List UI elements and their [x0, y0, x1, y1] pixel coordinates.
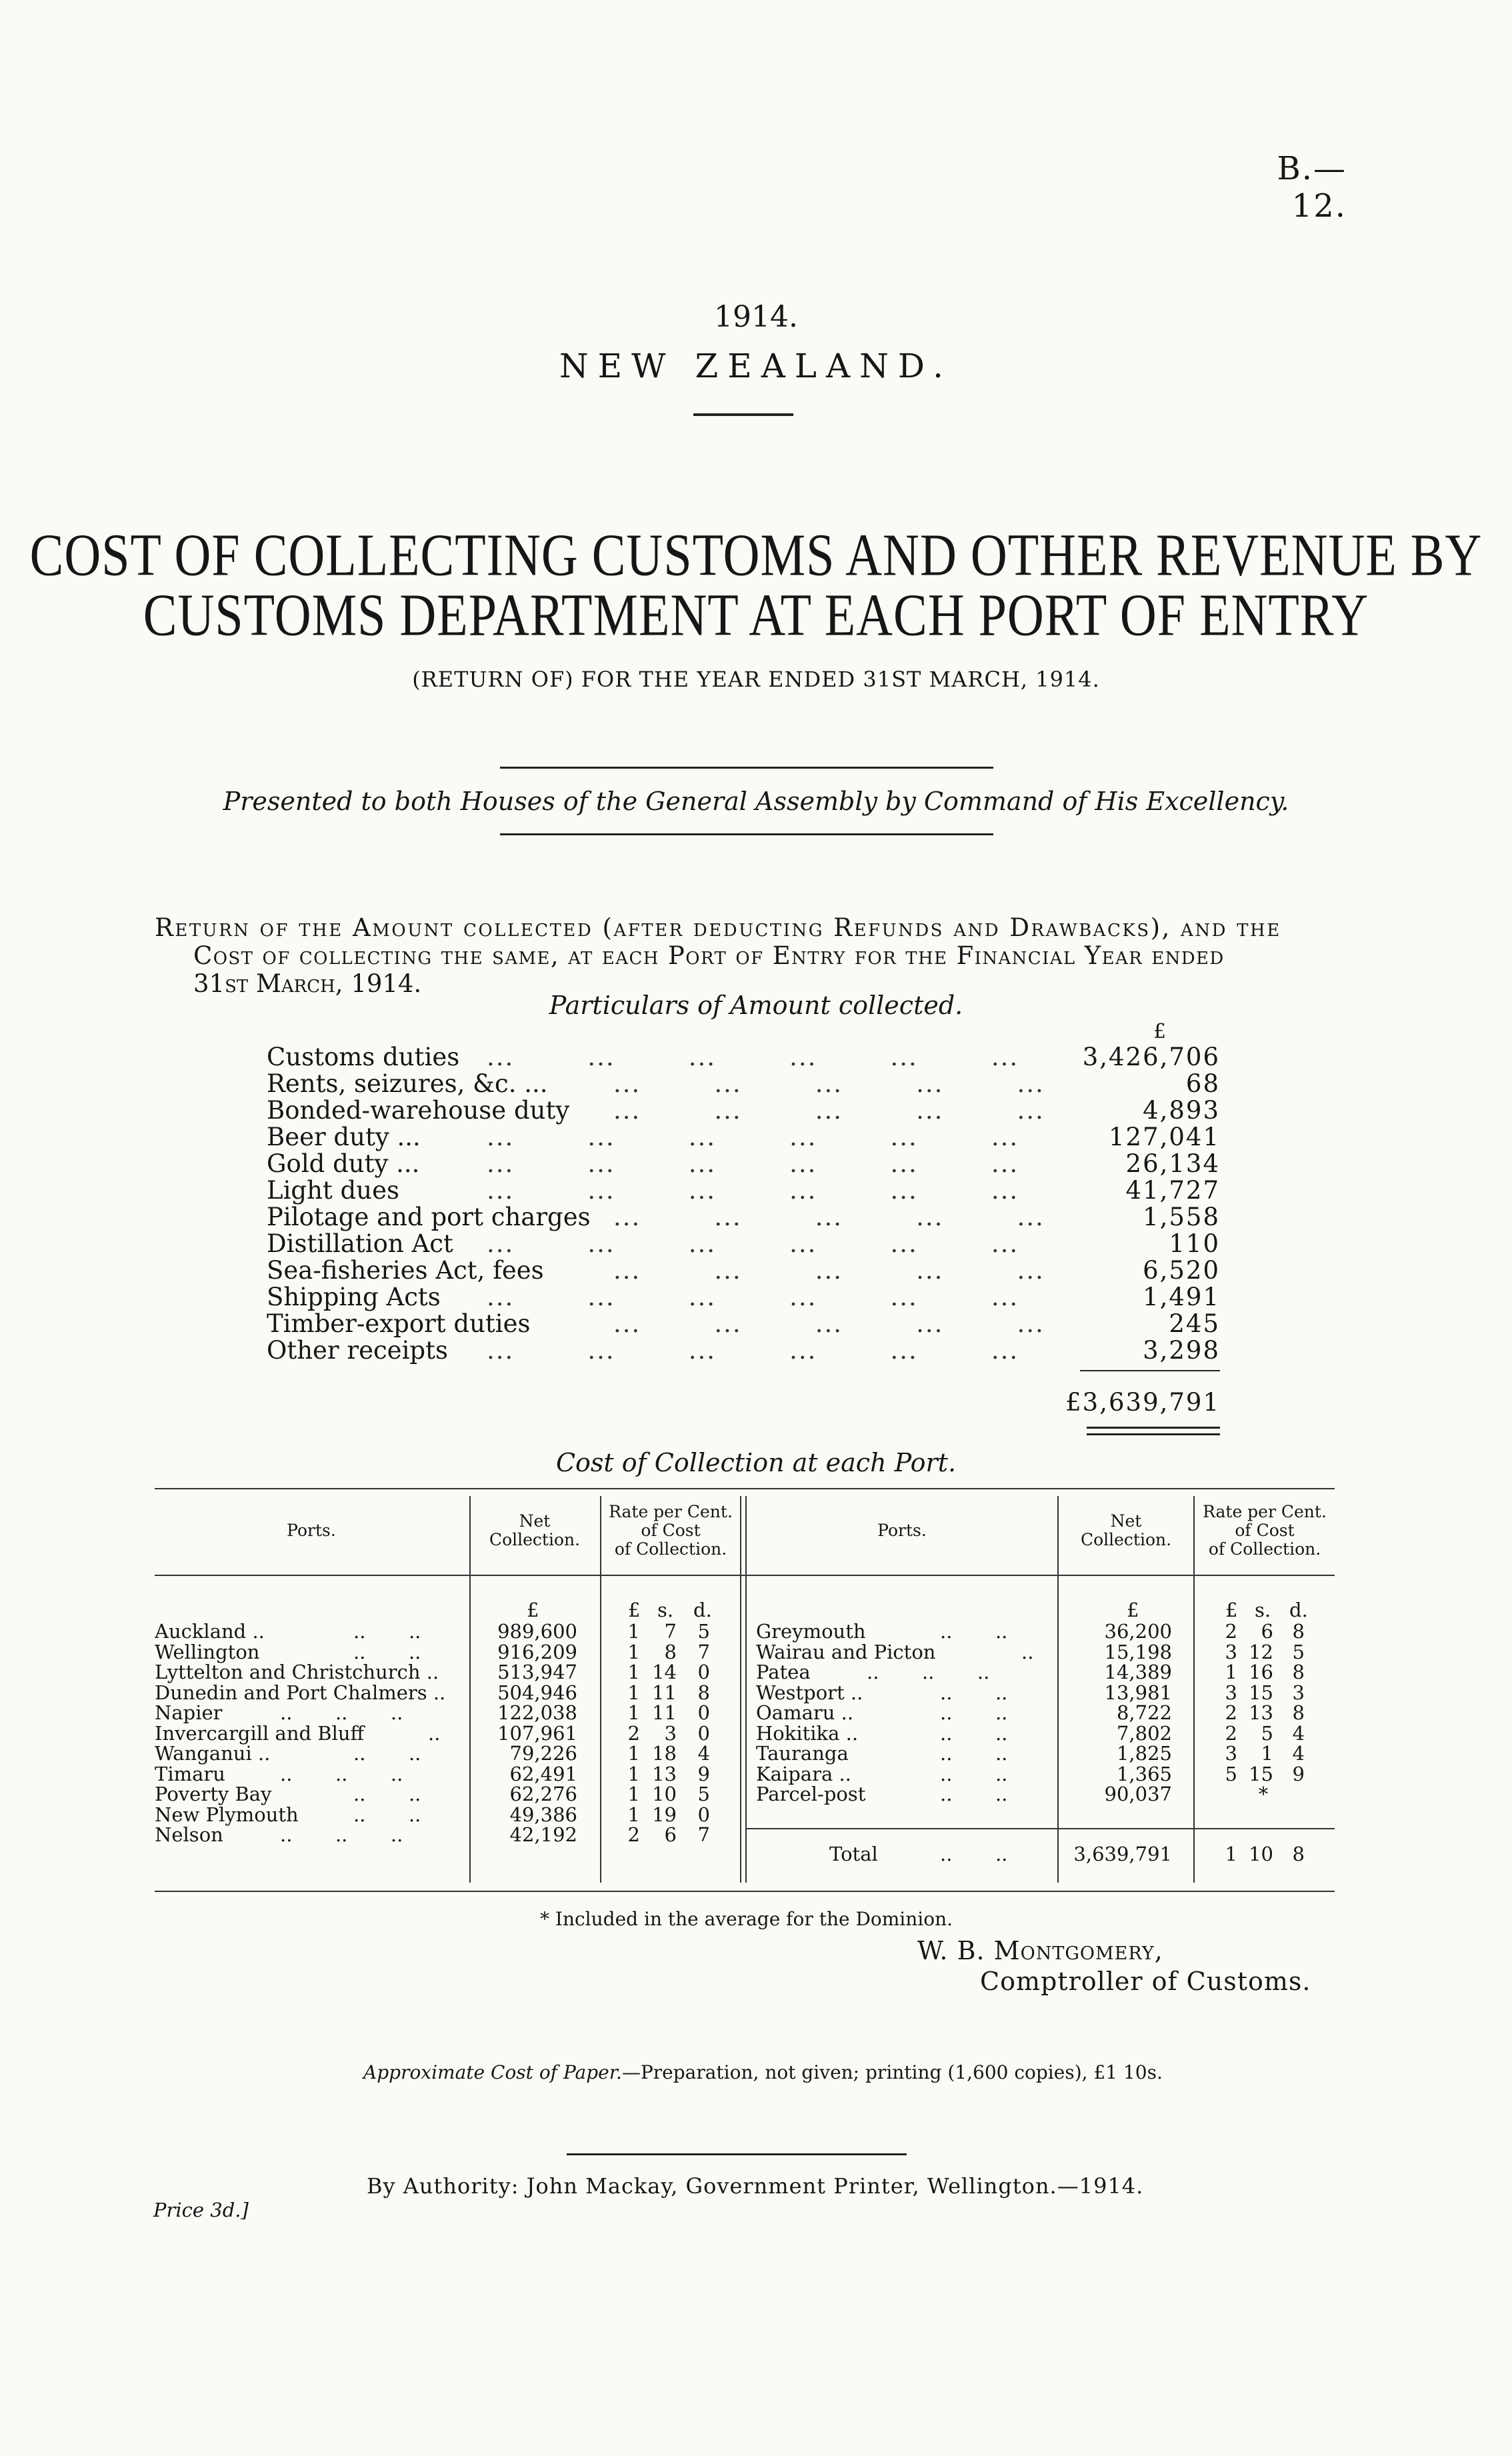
item-value: 3,426,706 — [1082, 1043, 1220, 1071]
port-name: Lyttelton and Christchurch .. — [155, 1661, 439, 1683]
row-leaders: .. .. .. — [280, 1701, 403, 1724]
list-item — [267, 1337, 1220, 1364]
rate-pounds: 1 — [1225, 1661, 1237, 1683]
rate-shillings: 11 — [652, 1701, 677, 1724]
unit-pound: £ — [1225, 1599, 1238, 1621]
signature-title: Comptroller of Customs. — [980, 1967, 1311, 1996]
total-net: 3,639,791 — [1073, 1843, 1172, 1865]
item-value: 4,893 — [1143, 1096, 1220, 1125]
list-item — [267, 1257, 1220, 1284]
row-leaders: .. .. .. — [867, 1661, 990, 1683]
cost-heading: Cost of Collection at each Port. — [555, 1448, 957, 1477]
rate-pounds: 1 — [627, 1681, 640, 1704]
net-collection: 49,386 — [509, 1803, 577, 1826]
leader-dots: ... ... ... ... ... ... — [487, 1124, 1019, 1151]
header-rate-line: of Collection. — [1208, 1539, 1321, 1559]
port-name: New Plymouth — [155, 1803, 299, 1826]
price: Price 3d.] — [153, 2199, 249, 2221]
rate-shillings: 15 — [1249, 1681, 1273, 1704]
document-year: 1914. — [714, 300, 798, 334]
rate-shillings: 13 — [1249, 1701, 1273, 1724]
item-label: Sea-fisheries Act, fees — [267, 1256, 544, 1285]
list-item — [267, 1284, 1220, 1311]
net-collection: 15,198 — [1104, 1640, 1172, 1663]
rate-shillings: 11 — [652, 1681, 677, 1704]
row-leaders: .. .. — [940, 1843, 1008, 1865]
header-ports: Ports. — [877, 1521, 927, 1540]
net-collection: 916,209 — [497, 1640, 577, 1663]
rate-pounds: 1 — [627, 1762, 640, 1785]
rate-shillings: 12 — [1249, 1640, 1273, 1663]
port-name: Nelson — [155, 1823, 223, 1846]
leader-dots: ... ... ... ... ... ... — [487, 1337, 1019, 1364]
rate-pence: 5 — [1292, 1640, 1305, 1663]
item-value: 3,298 — [1143, 1336, 1220, 1365]
rate-shillings: 8 — [664, 1640, 677, 1663]
rate-pence: 7 — [697, 1823, 710, 1846]
leader-dots: ... ... ... ... ... — [613, 1097, 1045, 1124]
net-collection: 989,600 — [497, 1620, 577, 1643]
total-label: Total — [829, 1843, 878, 1865]
rate-pounds: 3 — [1225, 1742, 1237, 1765]
rate-shillings: 18 — [652, 1742, 677, 1765]
item-value: 6,520 — [1143, 1256, 1220, 1285]
port-name: Patea — [756, 1661, 811, 1683]
presented-rule — [500, 833, 993, 835]
port-name: Wairau and Picton — [756, 1640, 936, 1663]
net-collection: 504,946 — [497, 1681, 577, 1704]
column-divider — [1057, 1496, 1059, 1883]
header-rate-per-cent — [1195, 1503, 1335, 1559]
total-double-rule-bottom — [1087, 1433, 1220, 1435]
rate-pounds: 2 — [1225, 1721, 1237, 1745]
net-collection: 513,947 — [497, 1661, 577, 1683]
header-rule — [693, 413, 793, 416]
net-collection: 1,365 — [1116, 1762, 1172, 1785]
column-divider-double — [740, 1496, 741, 1883]
title-line-1: COST OF COLLECTING CUSTOMS AND OTHER REVENUE BY — [29, 522, 1483, 589]
rate-shillings: 14 — [652, 1661, 677, 1683]
rate-pounds: 2 — [1225, 1701, 1237, 1724]
net-collection: 13,981 — [1104, 1681, 1172, 1704]
row-leaders: .. .. .. — [280, 1762, 403, 1785]
item-value: 127,041 — [1108, 1123, 1220, 1151]
list-item — [267, 1097, 1220, 1124]
leader-dots: ... ... ... ... ... ... — [487, 1284, 1019, 1311]
subtitle: (RETURN OF) FOR THE YEAR ENDED 31ST MARCH, 1914. — [412, 667, 1100, 692]
total-rate-pounds: 1 — [1225, 1843, 1237, 1865]
rate-pounds: 1 — [627, 1661, 640, 1683]
leader-dots: ... ... ... ... ... — [613, 1311, 1045, 1337]
rate-footnote-marker: * — [1258, 1783, 1269, 1805]
header-net-line: Net — [519, 1511, 551, 1531]
row-leaders: .. .. — [940, 1721, 1008, 1745]
particulars-heading: Particulars of Amount collected. — [549, 991, 963, 1020]
rate-pounds: 3 — [1225, 1681, 1237, 1704]
row-leaders: .. .. — [353, 1742, 421, 1765]
leader-dots: ... ... ... ... ... ... — [487, 1044, 1019, 1071]
net-collection: 62,491 — [509, 1762, 577, 1785]
list-item — [267, 1311, 1220, 1337]
list-item — [267, 1124, 1220, 1151]
rate-shillings: 16 — [1249, 1661, 1273, 1683]
table-top-rule — [155, 1488, 1335, 1489]
row-leaders: .. .. — [353, 1783, 421, 1805]
list-item — [267, 1071, 1220, 1097]
list-item — [267, 1231, 1220, 1257]
rate-pence: 3 — [1292, 1681, 1305, 1704]
rate-shillings: 10 — [652, 1783, 677, 1805]
port-name: Wanganui .. — [155, 1742, 271, 1765]
table-header-rule — [155, 1575, 1335, 1576]
rate-shillings: 7 — [664, 1620, 677, 1643]
row-leaders: .. .. — [940, 1681, 1008, 1704]
return-heading-line-1: Return of the Amount collected (after deducting Refunds and Drawbacks), and the — [155, 913, 1281, 942]
net-collection: 8,722 — [1116, 1701, 1172, 1724]
header-net-line: Collection. — [1080, 1530, 1172, 1549]
item-label: Customs duties — [267, 1043, 460, 1071]
item-value: 1,491 — [1143, 1283, 1220, 1311]
rate-pence: 9 — [697, 1762, 710, 1785]
header-rate-line: of Cost — [1235, 1521, 1295, 1540]
item-value: 26,134 — [1125, 1149, 1220, 1178]
paper-cost-label: Approximate Cost of Paper. — [363, 2061, 622, 2083]
return-heading-line-2: Cost of collecting the same, at each Port of Entry for the Financial Year ended — [193, 941, 1225, 970]
rate-pence: 8 — [697, 1681, 710, 1704]
rate-shillings: 1 — [1261, 1742, 1273, 1765]
rate-pence: 4 — [697, 1742, 710, 1765]
unit-pence: d. — [1289, 1599, 1308, 1621]
rate-pounds: 2 — [627, 1721, 640, 1745]
column-divider-double — [745, 1496, 747, 1883]
rate-pounds: 1 — [627, 1742, 640, 1765]
title-line-2: CUSTOMS DEPARTMENT AT EACH PORT OF ENTRY — [143, 582, 1369, 649]
total-rule — [747, 1828, 1335, 1829]
row-leaders: .. .. — [940, 1620, 1008, 1643]
net-collection: 62,276 — [509, 1783, 577, 1805]
rate-pounds: 1 — [627, 1803, 640, 1826]
leader-dots: ... ... ... ... ... — [613, 1071, 1045, 1097]
net-collection: 36,200 — [1104, 1620, 1172, 1643]
rate-pounds: 2 — [627, 1823, 640, 1846]
header-net-collection — [471, 1512, 599, 1549]
unit-pound: £ — [628, 1599, 641, 1621]
leader-dots: ... ... ... ... ... ... — [487, 1151, 1019, 1177]
rate-pence: 4 — [1292, 1742, 1305, 1765]
item-label: Other receipts — [267, 1336, 448, 1365]
rate-pounds: 1 — [627, 1783, 640, 1805]
row-leaders: .. .. — [940, 1762, 1008, 1785]
rate-pence: 5 — [697, 1620, 710, 1643]
signature-name: W. B. Montgomery, — [917, 1936, 1163, 1965]
country-heading: NEW ZEALAND. — [559, 347, 953, 385]
net-collection: 90,037 — [1104, 1783, 1172, 1805]
list-item — [267, 1151, 1220, 1177]
leader-dots: ... ... ... ... ... ... — [487, 1231, 1019, 1257]
header-rate-line: of Collection. — [614, 1539, 727, 1559]
port-name: Dunedin and Port Chalmers .. — [155, 1681, 446, 1704]
leader-dots: ... ... ... ... ... — [613, 1257, 1045, 1284]
row-leaders: .. .. — [353, 1803, 421, 1826]
port-name: Tauranga — [756, 1742, 849, 1765]
rate-shillings: 5 — [1261, 1721, 1273, 1745]
port-name: Invercargill and Bluff — [155, 1721, 365, 1745]
port-name: Napier — [155, 1701, 223, 1724]
unit-pound: £ — [1127, 1599, 1139, 1621]
port-name: Kaipara .. — [756, 1762, 851, 1785]
title-rule — [500, 767, 993, 769]
rate-shillings: 6 — [664, 1823, 677, 1846]
rate-pence: 8 — [1292, 1701, 1305, 1724]
row-leaders: .. .. — [353, 1640, 421, 1663]
item-label: Timber-export duties — [267, 1309, 531, 1338]
rate-pence: 0 — [697, 1803, 710, 1826]
header-rate-line: Rate per Cent. — [609, 1502, 733, 1521]
row-leaders: .. .. .. — [280, 1823, 403, 1846]
header-net-line: Collection. — [489, 1530, 581, 1549]
net-collection: 107,961 — [497, 1721, 577, 1745]
rate-pence: 0 — [697, 1721, 710, 1745]
authority-line: By Authority: John Mackay, Government Printer, Wellington.—1914. — [367, 2173, 1144, 2199]
item-label: Gold duty ... — [267, 1149, 420, 1178]
rate-pounds: 1 — [627, 1640, 640, 1663]
rate-pounds: 1 — [627, 1701, 640, 1724]
port-name: Timaru — [155, 1762, 225, 1785]
rate-pence: 0 — [697, 1661, 710, 1683]
item-label: Light dues — [267, 1176, 399, 1205]
rate-pence: 4 — [1292, 1721, 1305, 1745]
port-name: Greymouth — [756, 1620, 866, 1643]
footnote: * Included in the average for the Dominion. — [540, 1908, 953, 1930]
rate-pounds: 1 — [627, 1620, 640, 1643]
header-ports: Ports. — [287, 1521, 336, 1540]
rate-pounds: 2 — [1225, 1620, 1237, 1643]
paper-cost-note — [363, 2061, 1163, 2083]
rate-shillings: 3 — [664, 1721, 677, 1745]
port-name: Wellington — [155, 1640, 260, 1663]
port-name: Parcel-post — [756, 1783, 866, 1805]
unit-shillings: s. — [657, 1599, 674, 1621]
item-label: Distillation Act — [267, 1229, 453, 1258]
unit-pound: £ — [527, 1599, 539, 1621]
rate-pence: 0 — [697, 1701, 710, 1724]
presented-statement: Presented to both Houses of the General Assembly by Command of His Excellency. — [223, 787, 1289, 816]
item-value: 245 — [1169, 1309, 1220, 1338]
rate-shillings: 15 — [1249, 1762, 1273, 1785]
item-value: 68 — [1185, 1069, 1220, 1098]
rate-shillings: 13 — [652, 1762, 677, 1785]
item-label: Pilotage and port charges — [267, 1203, 591, 1231]
port-name: Hokitika .. — [756, 1721, 859, 1745]
row-leaders: .. — [428, 1721, 441, 1745]
item-value: 110 — [1169, 1229, 1220, 1258]
port-name: Auckland .. — [155, 1620, 265, 1643]
header-rate-per-cent — [601, 1503, 740, 1559]
header-rate-line: Rate per Cent. — [1203, 1502, 1327, 1521]
item-label: Bonded-warehouse duty — [267, 1096, 570, 1125]
item-label: Beer duty ... — [267, 1123, 421, 1151]
net-collection: 42,192 — [509, 1823, 577, 1846]
header-rate-line: of Cost — [641, 1521, 701, 1540]
port-name: Westport .. — [756, 1681, 863, 1704]
port-name: Oamaru .. — [756, 1701, 854, 1724]
total-rate-pence: 8 — [1292, 1843, 1305, 1865]
net-collection: 1,825 — [1116, 1742, 1172, 1765]
row-leaders: .. .. — [353, 1620, 421, 1643]
leader-dots: ... ... ... ... ... — [613, 1204, 1045, 1231]
net-collection: 14,389 — [1104, 1661, 1172, 1683]
rate-pence: 5 — [697, 1783, 710, 1805]
row-leaders: .. .. — [940, 1701, 1008, 1724]
unit-pence: d. — [693, 1599, 712, 1621]
item-label: Rents, seizures, &c. ... — [267, 1069, 548, 1098]
net-collection: 122,038 — [497, 1701, 577, 1724]
item-label: Shipping Acts — [267, 1283, 441, 1311]
rate-pence: 7 — [697, 1640, 710, 1663]
rate-pounds: 3 — [1225, 1640, 1237, 1663]
return-heading-line-3: 31st March, 1914. — [193, 969, 422, 998]
list-item — [267, 1044, 1220, 1071]
item-value: 41,727 — [1125, 1176, 1220, 1205]
rate-pounds: 5 — [1225, 1762, 1237, 1785]
rate-shillings: 19 — [652, 1803, 677, 1826]
header-net-line: Net — [1110, 1511, 1142, 1531]
leader-dots: ... ... ... ... ... ... — [487, 1177, 1019, 1204]
port-name: Poverty Bay — [155, 1783, 272, 1805]
item-value: 1,558 — [1143, 1203, 1220, 1231]
document-reference: B.—12. — [1277, 150, 1347, 225]
particulars-currency: £ — [1153, 1020, 1167, 1043]
paper-cost-text: —Preparation, not given; printing (1,600 copies), £1 10s. — [621, 2061, 1163, 2083]
header-net-collection — [1059, 1512, 1193, 1549]
row-leaders: .. .. — [940, 1742, 1008, 1765]
rate-pence: 9 — [1292, 1762, 1305, 1785]
unit-shillings: s. — [1255, 1599, 1271, 1621]
list-item — [267, 1177, 1220, 1204]
rate-shillings: 6 — [1261, 1620, 1273, 1643]
net-collection: 79,226 — [509, 1742, 577, 1765]
particulars-total: £3,639,791 — [1065, 1388, 1220, 1417]
authority-rule — [567, 2153, 907, 2155]
subtotal-rule — [1080, 1370, 1220, 1371]
rate-pence: 8 — [1292, 1661, 1305, 1683]
rate-pence: 8 — [1292, 1620, 1305, 1643]
row-leaders: .. .. — [940, 1783, 1008, 1805]
row-leaders: .. — [1021, 1640, 1034, 1663]
total-rate-shillings: 10 — [1249, 1843, 1273, 1865]
total-double-rule-top — [1087, 1427, 1220, 1429]
net-collection: 7,802 — [1116, 1721, 1172, 1745]
list-item — [267, 1204, 1220, 1231]
table-bottom-rule — [155, 1891, 1335, 1892]
